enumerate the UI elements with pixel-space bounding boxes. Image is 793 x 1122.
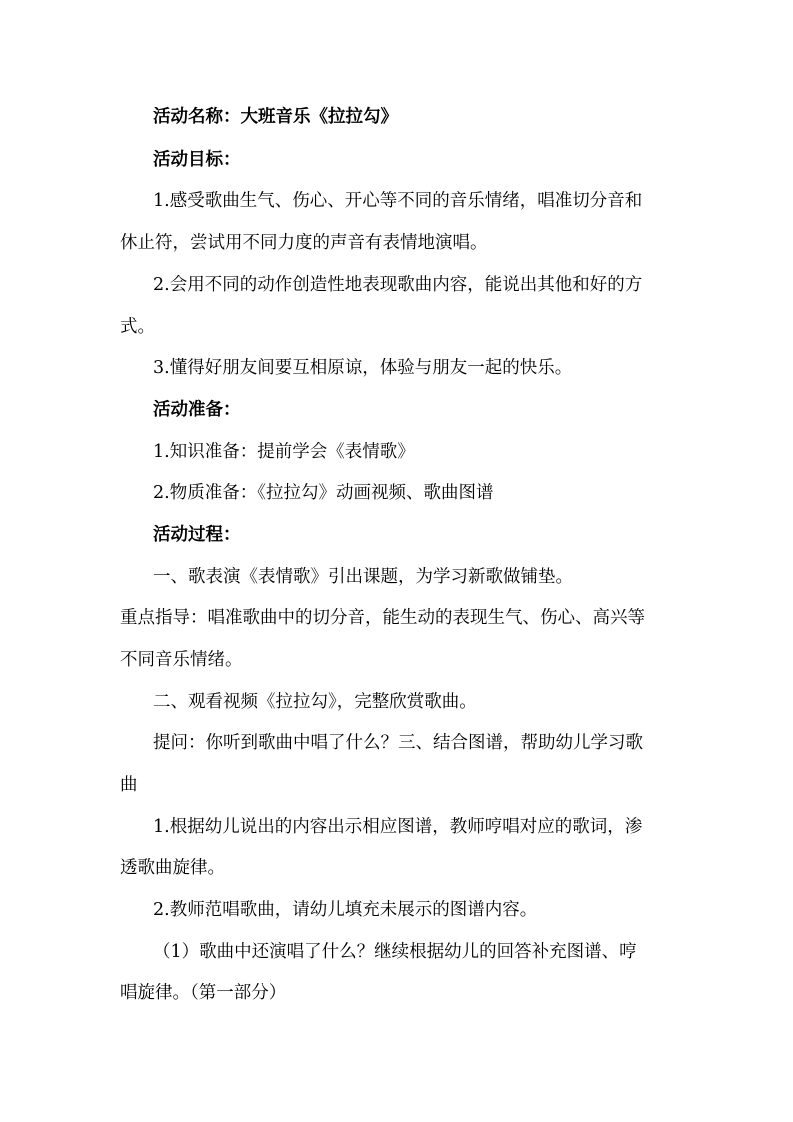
goals-heading: 活动目标： — [153, 150, 241, 170]
key-guidance-line-2: 不同音乐情绪。 — [120, 650, 243, 670]
key-guidance-line-1: 重点指导：唱准歌曲中的切分音，能生动的表现生气、伤心、高兴等 — [120, 608, 645, 628]
process-heading: 活动过程： — [153, 525, 241, 545]
step-3-item-1-line-1: 1.根据幼儿说出的内容出示相应图谱，教师哼唱对应的歌词，渗 — [153, 817, 643, 837]
preparation-2: 2.物质准备：《拉拉勾》动画视频、歌曲图谱 — [153, 483, 494, 503]
goal-2-line-1: 2.会用不同的动作创造性地表现歌曲内容，能说出其他和好的方 — [153, 275, 643, 295]
question-line-1: 提问：你听到歌曲中唱了什么？三、结合图谱，帮助幼儿学习歌 — [153, 733, 643, 753]
activity-title: 活动名称：大班音乐《拉拉勾》 — [153, 107, 398, 127]
step-3-item-2: 2.教师范唱歌曲，请幼儿填充未展示的图谱内容。 — [153, 900, 538, 920]
goal-1-line-1: 1.感受歌曲生气、伤心、开心等不同的音乐情绪，唱准切分音和 — [153, 191, 643, 211]
process-step-2: 二、观看视频《拉拉勾》，完整欣赏歌曲。 — [153, 692, 477, 712]
goal-3: 3.懂得好朋友间要互相原谅，体验与朋友一起的快乐。 — [153, 358, 573, 378]
goal-2-line-2: 式。 — [120, 317, 155, 337]
process-step-1: 一、歌表演《表情歌》引出课题，为学习新歌做铺垫。 — [153, 567, 573, 587]
step-3-item-1-line-2: 透歌曲旋律。 — [120, 858, 225, 878]
sub-item-1-line-1: （1）歌曲中还演唱了什么？继续根据幼儿的回答补充图谱、哼 — [153, 942, 637, 962]
goal-1-line-2: 休止符，尝试用不同力度的声音有表情地演唱。 — [120, 233, 488, 253]
question-line-2: 曲 — [120, 775, 138, 795]
preparation-heading: 活动准备： — [153, 400, 241, 420]
preparation-1: 1.知识准备：提前学会《表情歌》 — [153, 442, 415, 462]
sub-item-1-line-2: 唱旋律。（第一部分） — [120, 983, 287, 1003]
